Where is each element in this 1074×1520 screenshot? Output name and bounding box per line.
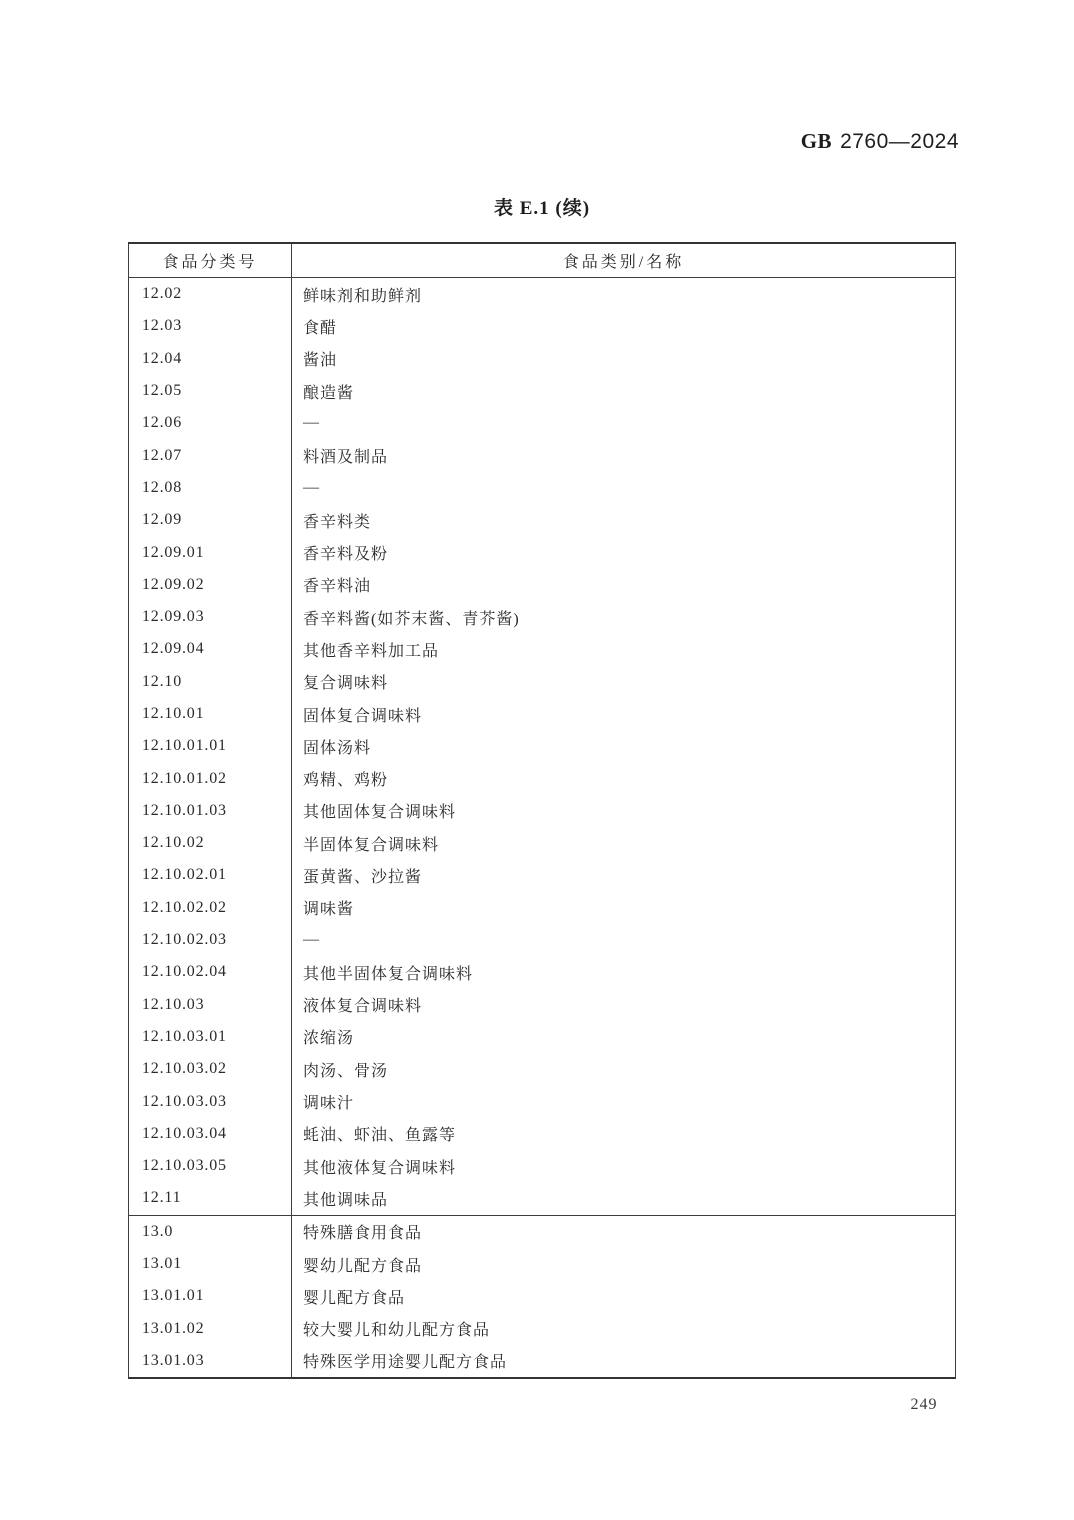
food-category-name: 调味汁 xyxy=(303,1095,355,1113)
food-category-code: 12.03 xyxy=(129,310,292,342)
food-category-name: 酿造酱 xyxy=(303,384,355,402)
food-category-code: 12.09.01 xyxy=(129,536,292,568)
table-body xyxy=(129,278,955,1377)
food-category-name: 食醋 xyxy=(303,319,338,337)
food-category-code: 12.02 xyxy=(129,278,292,310)
table-row xyxy=(129,1021,955,1053)
food-category-name: 特殊膳食用食品 xyxy=(303,1225,423,1243)
table-row xyxy=(129,633,955,665)
food-category-code: 13.01.01 xyxy=(129,1280,292,1312)
table-row xyxy=(129,989,955,1021)
table-row xyxy=(129,1150,955,1182)
table-row xyxy=(129,795,955,827)
food-category-code: 12.10.02.03 xyxy=(129,924,292,956)
food-category-code: 12.09.04 xyxy=(129,633,292,665)
table-row xyxy=(129,956,955,988)
table-header-name: 食品类别/名称 xyxy=(562,254,685,271)
table-row xyxy=(129,569,955,601)
food-category-name: 调味酱 xyxy=(303,901,355,919)
food-category-name: 浓缩汤 xyxy=(303,1030,355,1048)
table-row xyxy=(129,1345,955,1377)
table-row xyxy=(129,407,955,439)
table-header-row xyxy=(129,244,955,278)
food-category-code: 13.01.03 xyxy=(129,1345,292,1377)
food-category-code: 12.04 xyxy=(129,343,292,375)
doc-number xyxy=(801,129,959,154)
food-category-code: 12.10.03 xyxy=(129,989,292,1021)
food-category-code: 12.08 xyxy=(129,472,292,504)
food-category-name: 肉汤、骨汤 xyxy=(303,1062,389,1080)
food-category-code: 12.11 xyxy=(129,1182,292,1214)
food-category-code: 12.10.02.04 xyxy=(129,956,292,988)
food-category-name: 复合调味料 xyxy=(303,675,389,693)
food-category-code: 12.09.03 xyxy=(129,601,292,633)
table-row xyxy=(129,666,955,698)
table-title: 表 E.1 (续) xyxy=(493,198,591,219)
food-category-code: 13.01.02 xyxy=(129,1313,292,1345)
table-row xyxy=(129,278,955,310)
doc-number-label: GB xyxy=(800,129,833,153)
food-category-code: 12.10.01.03 xyxy=(129,795,292,827)
food-category-code: 12.09.02 xyxy=(129,569,292,601)
table-row xyxy=(129,1248,955,1280)
food-category-name: 婴儿配方食品 xyxy=(303,1289,406,1307)
table-row xyxy=(129,439,955,471)
table-row xyxy=(129,1182,955,1214)
table-row xyxy=(129,827,955,859)
doc-number-code: 2760—2024 xyxy=(840,130,959,153)
food-category-name: 鲜味剂和助鲜剂 xyxy=(303,287,423,305)
food-category-code: 12.10.02.01 xyxy=(129,859,292,891)
food-category-name: 其他固体复合调味料 xyxy=(303,804,457,822)
table-row xyxy=(129,1118,955,1150)
food-category-code: 12.10.02 xyxy=(129,827,292,859)
food-category-code: 12.07 xyxy=(129,439,292,471)
food-category-code: 12.10.03.04 xyxy=(129,1118,292,1150)
food-category-name: 香辛料类 xyxy=(303,513,372,531)
table-row xyxy=(129,1085,955,1117)
table-row xyxy=(129,924,955,956)
food-category-name: 其他香辛料加工品 xyxy=(303,642,440,660)
table-row xyxy=(129,1280,955,1312)
table-row xyxy=(129,698,955,730)
food-category-name: — xyxy=(303,931,320,949)
table-row xyxy=(129,1313,955,1345)
table-row xyxy=(129,1215,955,1248)
food-category-name: 固体复合调味料 xyxy=(303,707,423,725)
food-category-name: — xyxy=(303,478,320,496)
food-category-code: 12.10 xyxy=(129,666,292,698)
food-category-name: 其他液体复合调味料 xyxy=(303,1159,457,1177)
food-category-name: 香辛料酱(如芥末酱、青芥酱) xyxy=(303,610,520,628)
food-category-code: 12.10.02.02 xyxy=(129,892,292,924)
food-category-name: 特殊医学用途婴儿配方食品 xyxy=(303,1354,508,1372)
table-row xyxy=(129,859,955,891)
table-row xyxy=(129,762,955,794)
food-category-name: 香辛料油 xyxy=(303,578,372,596)
food-category-name: 鸡精、鸡粉 xyxy=(303,772,389,790)
table-row xyxy=(129,472,955,504)
food-category-code: 12.09 xyxy=(129,504,292,536)
food-category-name: 较大婴儿和幼儿配方食品 xyxy=(303,1322,491,1340)
table-row xyxy=(129,343,955,375)
food-category-name: 其他半固体复合调味料 xyxy=(303,965,474,983)
table-header-code: 食品分类号 xyxy=(129,244,292,277)
table-row xyxy=(129,1053,955,1085)
food-category-code: 12.10.01.02 xyxy=(129,762,292,794)
food-category-code: 12.05 xyxy=(129,375,292,407)
food-category-code: 12.06 xyxy=(129,407,292,439)
food-category-name: — xyxy=(303,414,320,432)
food-category-name: 固体汤料 xyxy=(303,739,372,757)
table-row xyxy=(129,375,955,407)
food-category-name: 半固体复合调味料 xyxy=(303,836,440,854)
food-category-code: 13.01 xyxy=(129,1248,292,1280)
table-row xyxy=(129,536,955,568)
food-category-code: 12.10.03.05 xyxy=(129,1150,292,1182)
food-category-code: 12.10.03.02 xyxy=(129,1053,292,1085)
food-category-name: 其他调味品 xyxy=(303,1191,389,1209)
food-category-name: 蛋黄酱、沙拉酱 xyxy=(303,868,423,886)
food-category-name: 酱油 xyxy=(303,352,338,370)
table-row xyxy=(129,601,955,633)
food-category-name: 蚝油、虾油、鱼露等 xyxy=(303,1127,457,1145)
food-category-table xyxy=(128,242,956,1379)
food-category-code: 12.10.03.01 xyxy=(129,1021,292,1053)
food-category-code: 13.0 xyxy=(129,1216,292,1248)
page-number: 249 xyxy=(910,1396,938,1413)
food-category-name: 液体复合调味料 xyxy=(303,998,423,1016)
food-category-code: 12.10.03.03 xyxy=(129,1085,292,1117)
food-category-name: 香辛料及粉 xyxy=(303,546,389,564)
table-row xyxy=(129,504,955,536)
table-row xyxy=(129,892,955,924)
food-category-name: 婴幼儿配方食品 xyxy=(303,1257,423,1275)
table-row xyxy=(129,310,955,342)
food-category-code: 12.10.01 xyxy=(129,698,292,730)
table-row xyxy=(129,730,955,762)
food-category-code: 12.10.01.01 xyxy=(129,730,292,762)
food-category-name: 料酒及制品 xyxy=(303,449,389,467)
